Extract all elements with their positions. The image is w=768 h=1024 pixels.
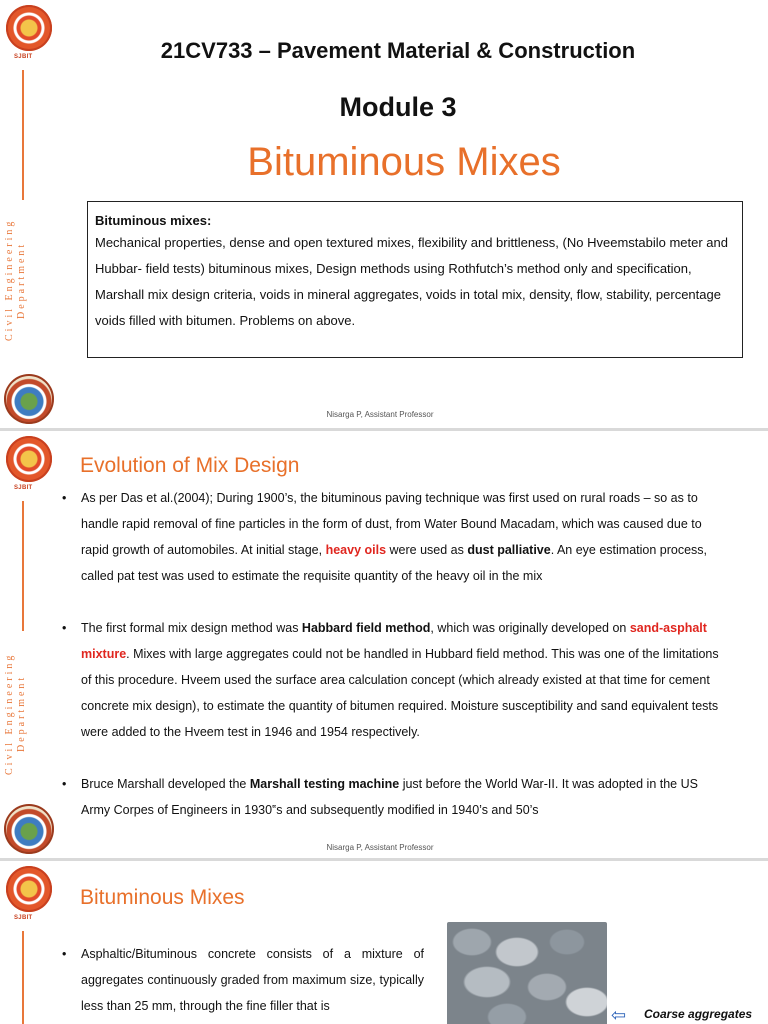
slide-title: Bituminous Mixes [247, 140, 561, 184]
slide-3 [0, 861, 768, 1024]
department-label: Civil Engineering Department [4, 652, 27, 775]
slide-heading: Evolution of Mix Design [80, 454, 300, 477]
slide-heading: Bituminous Mixes [80, 886, 245, 909]
slide-footer: Nisarga P, Assistant Professor [326, 843, 434, 852]
slide-footer: Nisarga P, Assistant Professor [326, 410, 434, 419]
list-item: • Bruce Marshall developed the Marshall testing machine just before the World War-II. It was adopted in the US Army Corpes of Engineers in 1930‟s and subsequently modified in 1940’s and 50’s [62, 771, 726, 823]
photo-caption: Coarse aggregates [644, 1007, 753, 1021]
syllabus-box [87, 201, 743, 358]
logo-label: SJBIT [14, 485, 33, 491]
syllabus-body: Mechanical properties, dense and open textured mixes, flexibility and brittleness, (No Hveemstabilo meter and Hubbar- field tests) bituminous mixes, Design methods using Rothfutch’s method only and specification, Marshall mix design criteria, voids in mineral aggregates, voids in total mix, density, flow, stability, percentage voids filled with bitumen. Problems on above. [95, 235, 728, 328]
slide-2 [0, 431, 768, 858]
institute-logo-icon [6, 436, 52, 482]
bullet-list [62, 941, 424, 1019]
bullet-list [62, 485, 726, 823]
aggregate-photo [447, 922, 607, 1024]
department-label: Civil Engineering Department [4, 218, 27, 342]
brand-line [22, 501, 24, 631]
brand-line [22, 931, 24, 1024]
module-title: Module 3 [339, 92, 457, 122]
list-item: • The first formal mix design method was Habbard field method, which was originally developed on sand-asphalt mixture. Mixes with large aggregates could not be handled in Hubbard field method. This was one of the limitations of this procedure. Hveem used the surface area calculation concept (which already existed at that time for cement concrete mix design), to estimate the quantity of bitumen required. Moisture susceptibility and sand equivalent tests were added to the Hveem test in 1946 and 1954 respectively. [62, 615, 726, 745]
slide-1 [0, 0, 768, 428]
list-item: • As per Das et al.(2004); During 1900’s, the bituminous paving technique was first used on rural roads – so as to handle rapid removal of fine particles in the form of dust, from Water Bound Macadam, which was caused due to rapid growth of automobiles. At initial stage, heavy oils were used as dust palliative. An eye estimation process, called pat test was used to estimate the requisite quantity of the heavy oil in the mix [62, 485, 726, 589]
course-title: 21CV733 – Pavement Material & Construction [160, 38, 636, 63]
syllabus-heading: Bituminous mixes: [95, 213, 212, 228]
logo-label: SJBIT [14, 54, 33, 60]
arrow-left-icon: ⇦ [611, 1005, 627, 1024]
list-item: • Asphaltic/Bituminous concrete consists of a mixture of aggregates continuously graded from maximum size, typically less than 25 mm, through the fine filler that is [62, 941, 424, 1019]
institute-logo-icon [6, 866, 52, 912]
logo-label: SJBIT [14, 915, 33, 921]
